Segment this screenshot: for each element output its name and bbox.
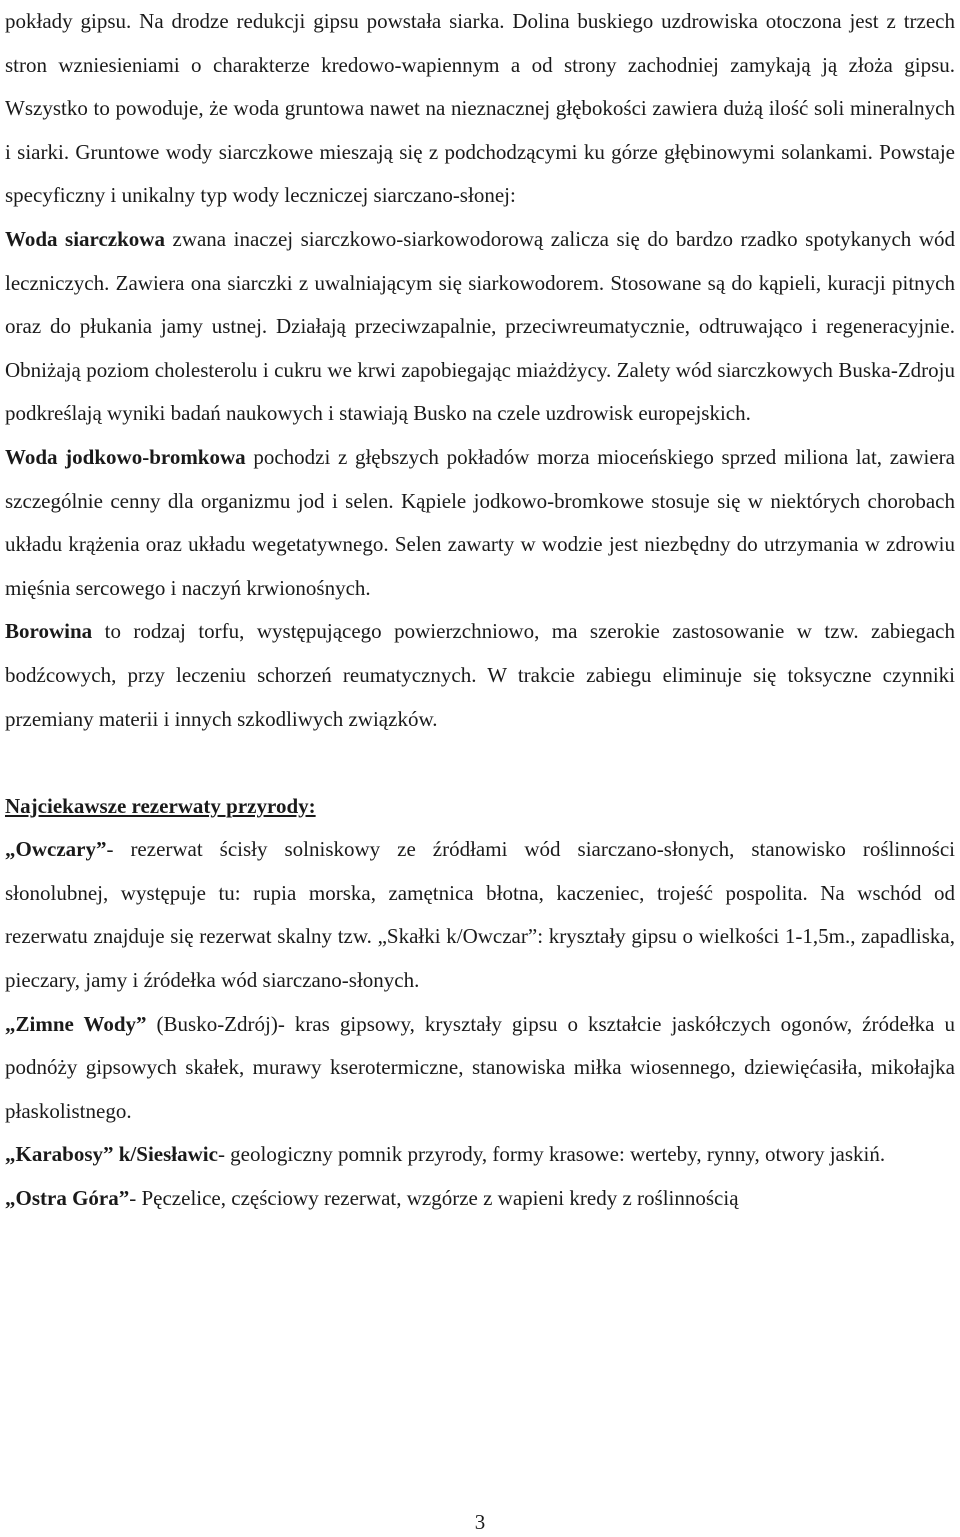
woda-siarczkowa-text: zwana inaczej siarczkowo-siarkowodorową zalicza się do bardzo rzadko spotykanych wód leczniczych. Zawiera ona siarczki z uwalniającym się siarkowodorem. Stosowane są do kąpieli, kuracji pitnych oraz do płukania jamy ustnej. Działają przeciwzapalnie, przeciwreumatycznie, odtruwająco i regeneracyjnie. Obniżają poziom cholesterolu i cukru we krwi zapobiegając miażdżycy. Zalety wód siarczkowych Buska-Zdroju podkreślają wyniki badań naukowych i stawiają Busko na czele uzdrowisk europejskich. <box>5 226 955 426</box>
borowina-term: Borowina <box>5 619 93 644</box>
reserve-zimne-wody-text: (Busko-Zdrój)- kras gipsowy, kryształy gipsu o kształcie jaskółczych ogonów, źródełka u podnóży gipsowych skałek, murawy kserotermiczne, stanowiska miłka wiosennego, dziewięćasiła, mikołajka płaskolistnego. <box>5 1011 955 1123</box>
reserve-owczary-text: - rezerwat ścisły solniskowy ze źródłami wód siarczano-słonych, stanowisko roślinności słonolubnej, występuje tu: rupia morska, zamętnica błotna, kaczeniec, trojeść pospolita. Na wschód od rezerwatu znajduje się rezerwat skalny tzw. „Skałki k/Owczar”: kryształy gipsu o wielkości 1-1,5m., zapadliska, pieczary, jamy i źródełka wód siarczano-słonych. <box>5 837 955 993</box>
intro-paragraph: pokłady gipsu. Na drodze redukcji gipsu powstała siarka. Dolina buskiego uzdrowiska otoczona jest z trzech stron wzniesieniami o charakterze kredowo-wapiennym a od strony zachodniej zamykają ją złoża gipsu. Wszystko to powoduje, że woda gruntowa nawet na nieznacznej głębokości zawiera dużą ilość soli mineralnych i siarki. Gruntowe wody siarczkowe mieszają się z podchodzącymi ku górze głębinowymi solankami. Powstaje specyficzny i unikalny typ wody leczniczej siarczano-słonej: <box>5 9 955 208</box>
reserve-zimne-wody <box>5 1003 955 1134</box>
borowina-text: to rodzaj torfu, występującego powierzchniowo, ma szerokie zastosowanie w tzw. zabiegach bodźcowych, przy leczeniu schorzeń reumatycznych. W trakcie zabiegu eliminuje się toksyczne czynniki przemiany materii i innych szkodliwych związków. <box>5 619 955 731</box>
woda-jodkowo-paragraph <box>5 436 955 610</box>
reserve-ostra-gora-text: - Pęczelice, częściowy rezerwat, wzgórze z wapieni kredy z roślinnością <box>129 1186 739 1211</box>
reserve-zimne-wody-term: „Zimne Wody” <box>5 1011 147 1036</box>
document-page <box>5 0 955 1221</box>
borowina-paragraph <box>5 610 955 741</box>
reserves-heading: Najciekawsze rezerwaty przyrody: <box>5 793 316 818</box>
woda-siarczkowa-paragraph <box>5 218 955 436</box>
reserve-owczary <box>5 828 955 1002</box>
reserve-karabosy-term: „Karabosy” k/Siesławic <box>5 1142 218 1167</box>
reserve-ostra-gora <box>5 1177 955 1221</box>
woda-jodkowo-term: Woda jodkowo-bromkowa <box>5 444 246 469</box>
reserve-ostra-gora-term: „Ostra Góra” <box>5 1186 130 1211</box>
reserve-karabosy <box>5 1133 955 1177</box>
woda-siarczkowa-term: Woda siarczkowa <box>5 226 165 251</box>
reserve-karabosy-text: - geologiczny pomnik przyrody, formy krasowe: werteby, rynny, otwory jaskiń. <box>217 1142 886 1167</box>
page-number: 3 <box>474 1510 486 1534</box>
woda-jodkowo-text: pochodzi z głębszych pokładów morza mioceńskiego sprzed miliona lat, zawiera szczególnie cenny dla organizmu jod i selen. Kąpiele jodkowo-bromkowe stosuje się w niektórych chorobach układu krążenia oraz układu wegetatywnego. Selen zawarty w wodzie jest niezbędny do utrzymania w zdrowiu mięśnia sercowego i naczyń krwionośnych. <box>5 444 955 600</box>
reserve-owczary-term: „Owczary” <box>5 837 107 862</box>
